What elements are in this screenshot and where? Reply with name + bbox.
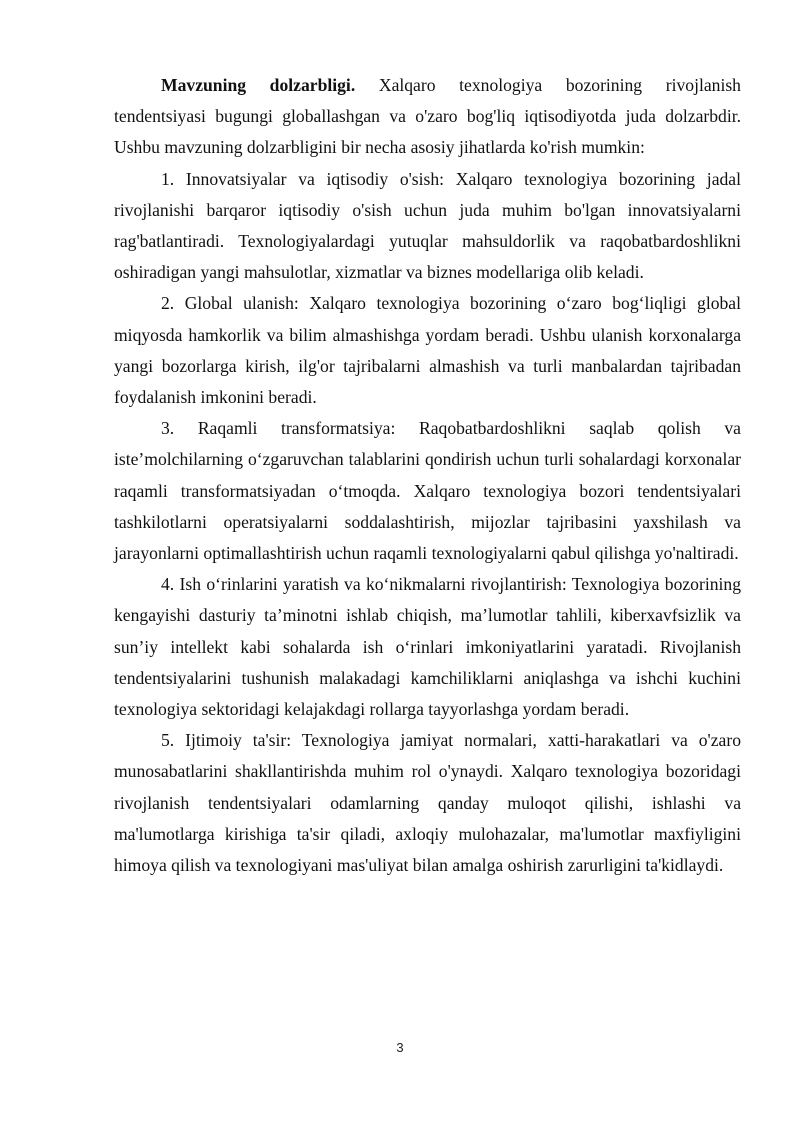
document-page (114, 70, 741, 881)
paragraph-social-impact: 5. Ijtimoiy ta'sir: Texnologiya jamiyat normalari, xatti-harakatlari va o'zaro munosabatlarini shakllantirishda muhim rol o'ynaydi. Xalqaro texnologiya bozoridagi rivojlanish tendentsiyalari odamlarning qanday muloqot qilishi, ishlashi va ma'lumotlarga kirishiga ta'sir qiladi, axloqiy mulohazalar, ma'lumotlar maxfiyligini himoya qilish va texnologiyani mas'uliyat bilan amalga oshirish zarurligini ta'kidlaydi. (114, 730, 741, 876)
paragraph-digital-transformation: 3. Raqamli transformatsiya: Raqobatbardoshlikni saqlab qolish va iste’molchilarning o‘zgaruvchan talablarini qondirish uchun turli sohalardagi korxonalar raqamli transformatsiyadan o‘tmoqda. Xalqaro texnologiya bozori tendentsiyalari tashkilotlarni operatsiyalarni soddalashtirish, mijozlar tajribasini yaxshilash va jarayonlarni optimallashtirish uchun raqamli texnologiyalarni qabul qilishga yo'naltiradi. (114, 418, 741, 564)
section-heading: Mavzuning dolzarbligi. (161, 75, 356, 95)
intro-paragraph (114, 70, 741, 164)
paragraph-innovation: 1. Innovatsiyalar va iqtisodiy o'sish: Xalqaro texnologiya bozorining jadal rivojlanishi barqaror iqtisodiy o'sish uchun juda muhim bo'lgan innovatsiyalarni rag'batlantiradi. Texnologiyalardagi yutuqlar mahsuldorlik va raqobatbardoshlikni oshiradigan yangi mahsulotlar, xizmatlar va biznes modellariga olib keladi. (114, 168, 741, 283)
paragraph-job-creation: 4. Ish o‘rinlarini yaratish va ko‘nikmalarni rivojlantirish: Texnologiya bozorining kengayishi dasturiy ta’minotni ishlab chiqish, ma’lumotlar tahlili, kiberxavfsizlik va sun’iy intellekt kabi sohalarda ish o‘rinlari imkoniyatlarini yaratadi. Rivojlanish tendentsiyalarini tushunish malakadagi kamchiliklarni aniqlashga va ishchi kuchini texnologiya sektoridagi kelajakdagi rollarga tayyorlashga yordam beradi. (114, 574, 741, 720)
intro-text: Xalqaro texnologiya bozorining rivojlanish tendentsiyasi bugungi globallashgan va o'zaro bog'liq iqtisodiyotda juda dolzarbdir. Ushbu mavzuning dolzarbligini bir necha asosiy jihatlarda ko'rish mumkin: (114, 75, 741, 158)
page-number: 3 (396, 1040, 404, 1055)
paragraph-global-connectivity: 2. Global ulanish: Xalqaro texnologiya bozorining o‘zaro bog‘liqligi global miqyosda hamkorlik va bilim almashishga yordam beradi. Ushbu ulanish korxonalarga yangi bozorlarga kirish, ilg'or tajribalarni almashish va turli manbalardan tajribadan foydalanish imkonini beradi. (114, 293, 741, 408)
